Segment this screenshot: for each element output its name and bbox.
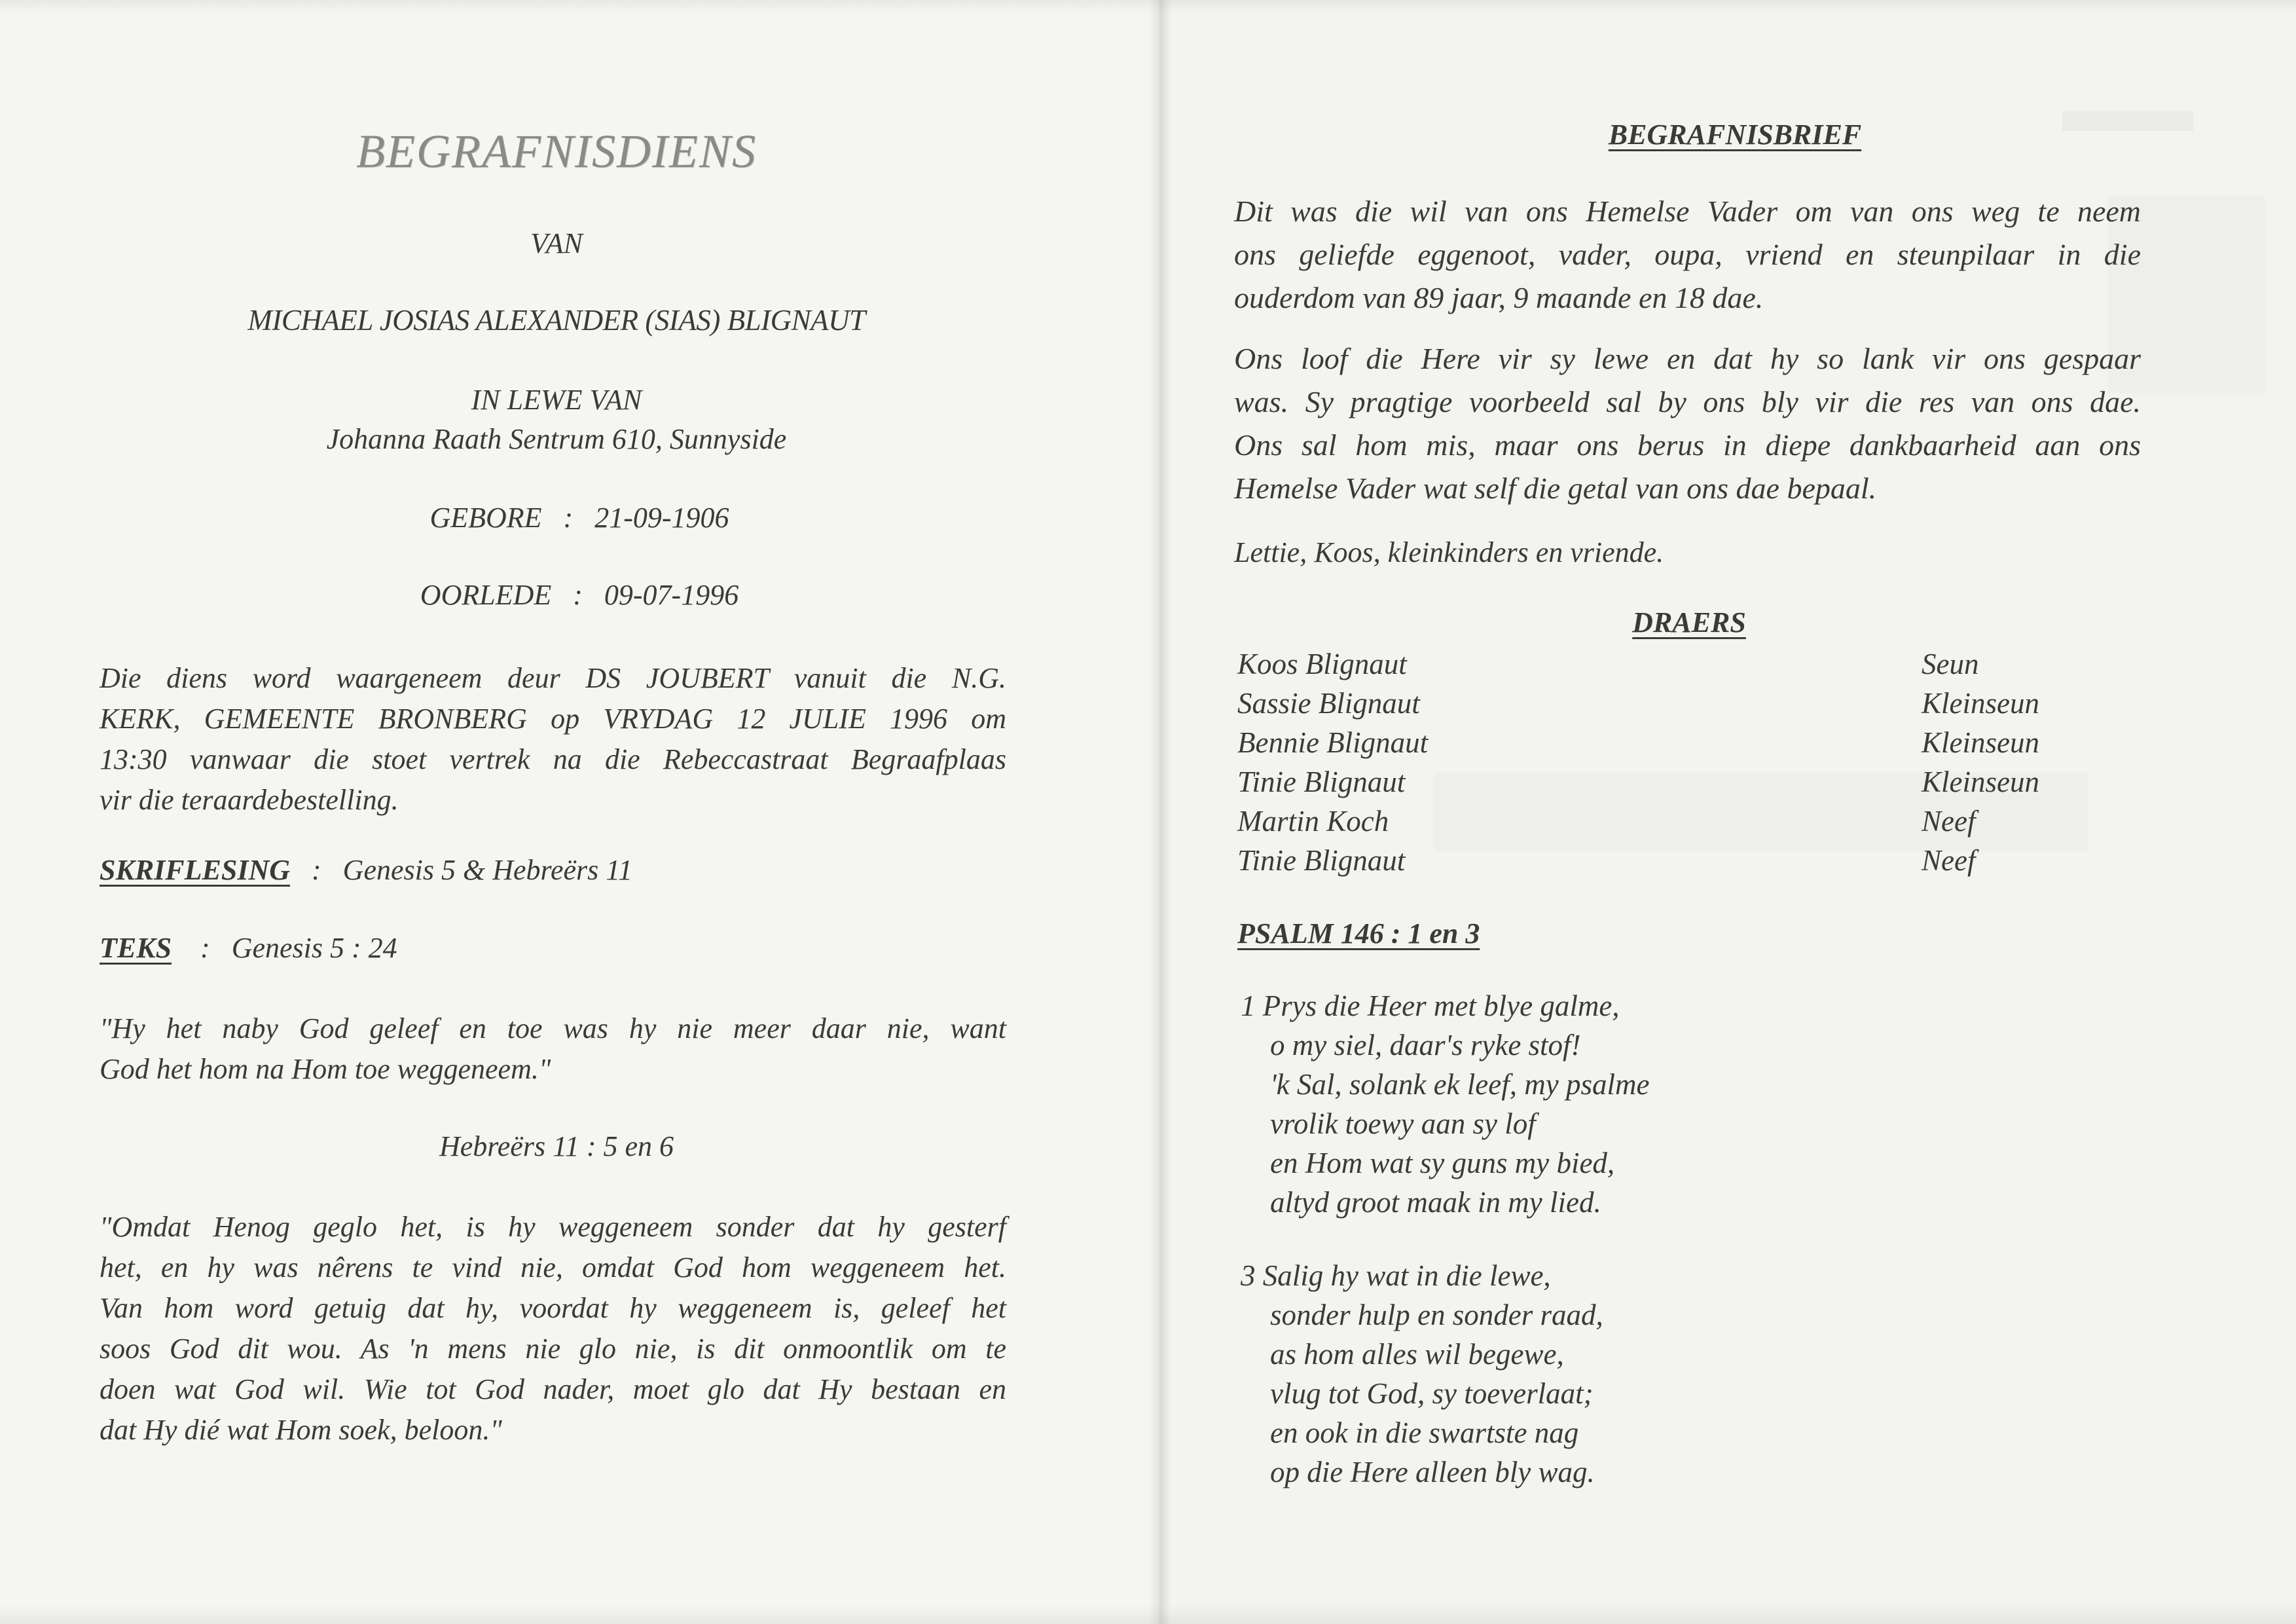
reading-row	[100, 853, 632, 887]
psalm-verse-3-line: sonder hulp en sonder raad,	[1270, 1299, 1603, 1331]
bearer-role: Seun	[1922, 648, 1979, 680]
quote-line: doen wat God wil. Wie tot God nader, moet glo dat Hy bestaan en	[100, 1373, 1006, 1405]
deceased-name: MICHAEL JOSIAS ALEXANDER (SIAS) BLIGNAUT	[247, 304, 866, 337]
quote-genesis	[100, 1008, 1006, 1090]
bearer-name: Martin Koch	[1237, 805, 1389, 838]
letter-paragraph-2	[1234, 337, 2141, 510]
bearer-name: Tinie Blignaut	[1237, 766, 1406, 798]
reading-separator: :	[297, 854, 336, 886]
psalm-verse-3-line: en ook in die swartste nag	[1270, 1416, 1579, 1449]
bearer-role: Neef	[1922, 844, 1976, 877]
service-line: vir die teraardebestelling.	[100, 784, 399, 816]
bearer-role: Kleinseun	[1922, 726, 2039, 759]
service-details	[100, 658, 1006, 821]
reading-value: Genesis 5 & Hebreërs 11	[342, 854, 633, 886]
text-separator: :	[179, 932, 225, 964]
bearer-row	[1237, 726, 2088, 765]
psalm-verse-3-line: vlug tot God, sy toeverlaat;	[1270, 1377, 1594, 1410]
bearer-role: Neef	[1922, 805, 1976, 838]
psalm-verse-1-line: o my siel, daar's ryke stof!	[1270, 1029, 1581, 1061]
died-separator: :	[558, 579, 597, 611]
bearer-row	[1237, 686, 2088, 726]
service-line: KERK, GEMEENTE BRONBERG op VRYDAG 12 JULIE 1996 om	[100, 703, 1006, 735]
bearer-role: Kleinseun	[1922, 766, 2039, 798]
born-row	[0, 501, 1159, 534]
letter-line: Dit was die wil van ons Hemelse Vader om van ons weg te neem	[1234, 194, 2141, 228]
in-lewe-van-label: IN LEWE VAN	[471, 384, 642, 416]
letter-line: Ons loof die Here vir sy lewe en dat hy so lank vir ons gespaar	[1234, 342, 2141, 375]
quote-line: soos God dit wou. As 'n mens nie glo nie, is dit onmoontlik om te	[100, 1333, 1006, 1365]
bearer-name: Bennie Blignaut	[1237, 726, 1429, 759]
bearer-role: Kleinseun	[1922, 687, 2039, 720]
service-title: BEGRAFNISDIENS	[356, 125, 757, 177]
bearer-row	[1237, 804, 2088, 843]
quote-line: het, en hy was nêrens te vind nie, omdat God hom weggeneem het.	[100, 1251, 1006, 1283]
quote-hebrews	[100, 1207, 1006, 1450]
quote-line: "Hy het naby God geleef en toe was hy nie meer daar nie, want	[100, 1012, 1006, 1044]
text-row	[100, 931, 397, 965]
born-label: GEBORE	[429, 502, 542, 534]
text-value: Genesis 5 : 24	[231, 932, 397, 964]
psalm-verse-1-line: altyd groot maak in my lied.	[1270, 1186, 1601, 1219]
quote-line: dat Hy dié wat Hom soek, beloon."	[100, 1414, 502, 1446]
bottom-edge-shadow	[0, 1604, 2296, 1624]
born-separator: :	[549, 502, 588, 534]
letter-line: ons geliefde eggenoot, vader, oupa, vriend en steunpilaar in die	[1234, 238, 2141, 271]
born-date: 21-09-1906	[594, 502, 729, 534]
bearer-row	[1237, 647, 2088, 686]
letter-paragraph-1	[1234, 190, 2141, 320]
bearer-name: Koos Blignaut	[1237, 648, 1407, 680]
bleed-through-block	[2062, 111, 2193, 131]
died-date: 09-07-1996	[604, 579, 739, 611]
bearer-row	[1237, 765, 2088, 804]
psalm-verse-1-line: 1 Prys die Heer met blye galme,	[1241, 989, 1620, 1022]
letter-line: Ons sal hom mis, maar ons berus in diepe dankbaarheid aan ons	[1234, 428, 2141, 462]
psalm-verse-1-line: en Hom wat sy guns my bied,	[1270, 1147, 1615, 1179]
quote-line: "Omdat Henog geglo het, is hy weggeneem sonder dat hy gesterf	[100, 1211, 1006, 1243]
van-label: VAN	[530, 227, 583, 259]
bearer-name: Sassie Blignaut	[1237, 687, 1420, 720]
quote-line: God het hom na Hom toe weggeneem."	[100, 1053, 551, 1085]
hebrews-reference: Hebreërs 11 : 5 en 6	[439, 1130, 674, 1162]
bearer-name: Tinie Blignaut	[1237, 844, 1406, 877]
psalm-verse-3-line: as hom alles wil begewe,	[1270, 1338, 1564, 1371]
address: Johanna Raath Sentrum 610, Sunnyside	[326, 423, 787, 455]
letter-line: Hemelse Vader wat self die getal van ons dae bepaal.	[1234, 471, 1877, 505]
text-label: TEKS	[100, 932, 172, 964]
letter-line: was. Sy pragtige voorbeeld sal by ons bly vir die res van ons dae.	[1234, 385, 2141, 418]
letter-signoff: Lettie, Koos, kleinkinders en vriende.	[1234, 536, 1664, 568]
died-row	[0, 578, 1159, 612]
top-edge-shadow	[0, 0, 2296, 14]
psalm-verse-3-line: op die Here alleen bly wag.	[1270, 1456, 1595, 1488]
reading-label: SKRIFLESING	[100, 854, 291, 886]
letter-title: BEGRAFNISBRIEF	[1608, 119, 1862, 151]
bearer-row	[1237, 843, 2088, 883]
psalm-title: PSALM 146 : 1 en 3	[1237, 917, 1480, 950]
psalm-verse-1-line: vrolik toewy aan sy lof	[1270, 1107, 1536, 1140]
bearers-title: DRAERS	[1632, 606, 1746, 638]
psalm-verse-1-line: 'k Sal, solank ek leef, my psalme	[1270, 1068, 1650, 1101]
page-fold	[1149, 0, 1171, 1624]
quote-line: Van hom word getuig dat hy, voordat hy weggeneem is, geleef het	[100, 1292, 1006, 1324]
letter-line: ouderdom van 89 jaar, 9 maande en 18 dae.	[1234, 281, 1764, 314]
died-label: OORLEDE	[420, 579, 552, 611]
service-line: 13:30 vanwaar die stoet vertrek na die Rebeccastraat Begraafplaas	[100, 743, 1006, 775]
psalm-verse-3-line: 3 Salig hy wat in die lewe,	[1241, 1259, 1551, 1292]
service-line: Die diens word waargeneem deur DS JOUBERT vanuit die N.G.	[100, 662, 1006, 694]
